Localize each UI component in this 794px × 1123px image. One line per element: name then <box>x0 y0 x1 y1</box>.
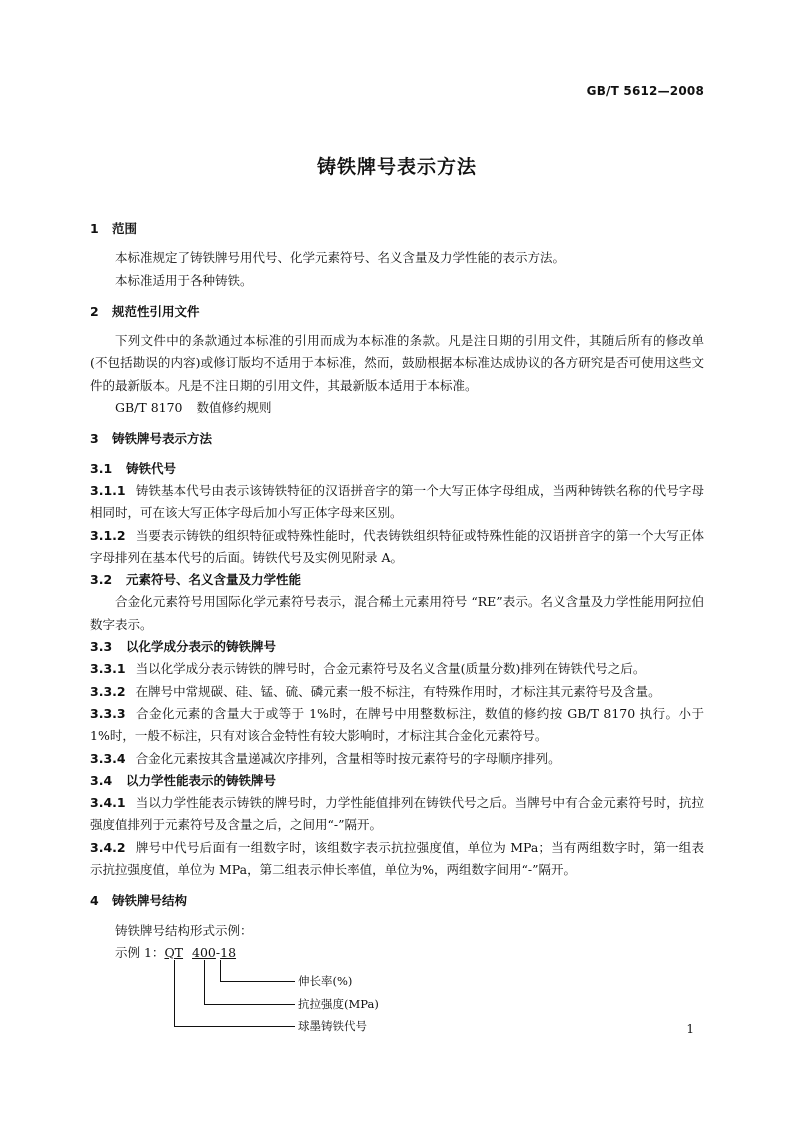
label-cast-iron-code: 球墨铸铁代号 <box>298 1018 367 1033</box>
subsection-number: 3.1 <box>90 460 113 476</box>
section-number: 2 <box>90 303 99 319</box>
clause <box>90 792 704 837</box>
subsection-title: 铸铁代号 <box>126 460 177 476</box>
grade-structure-diagram <box>90 920 704 1033</box>
subsection-number: 3.4 <box>90 772 113 788</box>
section-number: 4 <box>90 893 99 909</box>
clause-number: 3.3.1 <box>90 661 126 677</box>
clause-number: 3.4.2 <box>90 839 126 855</box>
subsection-heading <box>90 458 704 480</box>
clause <box>90 658 704 680</box>
example-code: QT <box>164 944 184 960</box>
reference-code: GB/T 8170 <box>115 400 183 416</box>
section-heading-scope <box>90 218 704 240</box>
section-heading-designation-method <box>90 428 704 450</box>
section-number: 3 <box>90 431 99 447</box>
clause-text: 当以力学性能表示铸铁的牌号时，力学性能值排列在铸铁代号之后。当牌号中有合金元素符号时，抗拉强度值排列于元素符号及含量之后，之间用“-”隔开。 <box>90 795 704 833</box>
label-tensile-strength: 抗拉强度(MPa) <box>298 996 379 1011</box>
clause <box>90 480 704 525</box>
clause-text: 合金化元素按其含量递减次序排列，含量相等时按元素符号的字母顺序排列。 <box>135 750 561 766</box>
example-dash: - <box>215 944 221 960</box>
standard-code: GB/T 5612—2008 <box>586 84 704 98</box>
reference-title: 数值修约规则 <box>196 400 272 416</box>
section-title: 范围 <box>112 221 138 236</box>
document-title: 铸铁牌号表示方法 <box>316 156 477 178</box>
subsection-title: 以化学成分表示的铸铁牌号 <box>126 639 277 655</box>
clause-number: 3.1.1 <box>90 482 126 498</box>
paragraph: 合金化元素符号用国际化学元素符号表示，混合稀土元素用符号 “RE”表示。名义含量及力学性能用阿拉伯数字表示。 <box>90 594 704 632</box>
clause-text: 牌号中代号后面有一组数字时，该组数字表示抗拉强度值，单位为 MPa；当有两组数字时，第一组表示抗拉强度值，单位为 MPa，第二组表示伸长率值，单位为%，两组数字间用“-”隔开。 <box>90 839 704 878</box>
label-elongation: 伸长率(%) <box>298 973 353 988</box>
clause-number: 3.3.3 <box>90 705 126 721</box>
section-heading-normative-references <box>90 301 704 323</box>
connector-code-horizontal <box>174 1026 295 1027</box>
clause-text: 在牌号中常规碳、硅、锰、硫、磷元素一般不标注，有特殊作用时，才标注其元素符号及含量。 <box>135 683 661 699</box>
diagram-intro: 铸铁牌号结构形式示例： <box>115 922 253 938</box>
section-title: 铸铁牌号表示方法 <box>112 431 213 447</box>
document-body <box>90 218 704 1033</box>
subsection-heading <box>90 636 704 658</box>
example-tensile: 400 <box>192 944 216 960</box>
section-number: 1 <box>90 221 99 236</box>
clause-number: 3.3.4 <box>90 750 126 766</box>
clause-number: 3.4.1 <box>90 795 126 811</box>
clause-text: 合金化元素的含量大于或等于 1%时，在牌号中用整数标注，数值的修约按 GB/T 8170 执行。小于 1%时，一般不标注，只有对该合金特性有较大影响时，才标注其合金化元素符号。 <box>90 705 704 744</box>
paragraph: 本标准适用于各种铸铁。 <box>115 272 253 288</box>
clause <box>90 703 704 748</box>
paragraph: 下列文件中的条款通过本标准的引用而成为本标准的条款。凡是注日期的引用文件，其随后所有的修改单(不包括勘误的内容)或修订版均不适用于本标准，然而，鼓励根据本标准达成协议的各方研究是否可使用这些文件的最新版本。凡是不注日期的引用文件，其最新版本适用于本标准。 <box>90 333 704 393</box>
section-title: 铸铁牌号结构 <box>112 893 188 909</box>
connector-elongation-vertical <box>220 960 221 981</box>
connector-tensile-vertical <box>204 960 205 1004</box>
clause-number: 3.1.2 <box>90 527 126 543</box>
clause-text: 铸铁基本代号由表示该铸铁特征的汉语拼音字的第一个大写正体字母组成，当两种铸铁名称的代号字母相同时，可在该大写正体字母后加小写正体字母来区别。 <box>90 482 704 521</box>
clause <box>90 681 704 703</box>
clause <box>90 837 704 882</box>
clause-text: 当要表示铸铁的组织特征或特殊性能时，代表铸铁组织特征或特殊性能的汉语拼音字的第一个大写正体字母排列在基本代号的后面。铸铁代号及实例见附录 A。 <box>90 527 704 565</box>
example-elongation: 18 <box>220 944 237 960</box>
clause <box>90 525 704 570</box>
reference-entry <box>90 397 704 419</box>
connector-elongation-horizontal <box>220 981 295 982</box>
subsection-heading <box>90 770 704 792</box>
subsection-title: 以力学性能表示的铸铁牌号 <box>126 772 277 788</box>
section-title: 规范性引用文件 <box>112 303 200 319</box>
clause <box>90 748 704 770</box>
clause-number: 3.3.2 <box>90 683 126 699</box>
example-grade <box>115 942 236 964</box>
subsection-title: 元素符号、名义含量及力学性能 <box>126 572 302 588</box>
connector-code-vertical <box>174 960 175 1026</box>
paragraph: 本标准规定了铸铁牌号用代号、化学元素符号、名义含量及力学性能的表示方法。 <box>115 250 566 266</box>
connector-tensile-horizontal <box>204 1004 295 1005</box>
subsection-heading <box>90 569 704 591</box>
section-heading-grade-structure <box>90 890 704 912</box>
example-prefix: 示例 1： <box>115 944 165 960</box>
clause-text: 当以化学成分表示铸铁的牌号时，合金元素符号及名义含量(质量分数)排列在铸铁代号之后。 <box>135 661 646 677</box>
subsection-number: 3.3 <box>90 639 113 655</box>
subsection-number: 3.2 <box>90 572 113 588</box>
page-number: 1 <box>686 1022 694 1036</box>
